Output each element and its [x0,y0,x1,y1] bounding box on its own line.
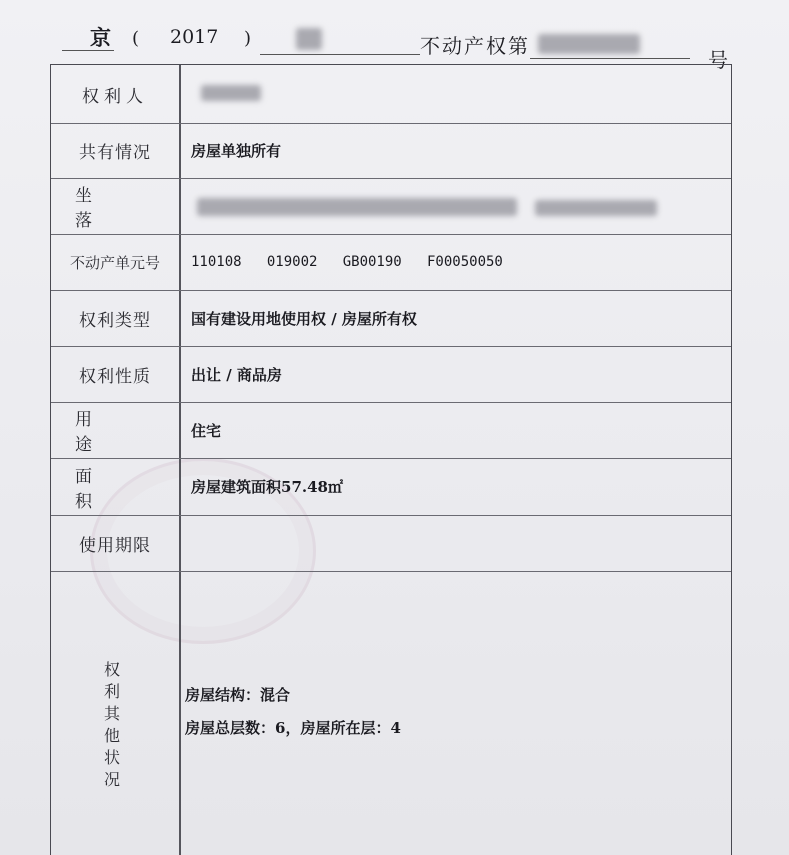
certificate-header [0,0,789,70]
value-right-type: 国有建设用地使用权 / 房屋所有权 [191,309,417,328]
header-underline-right [530,58,690,59]
label-unit-number: 不动产单元号 [69,253,160,272]
label-area-text: 面积 [75,466,130,512]
label-other-char: 他 [103,726,120,745]
table-row-area [51,458,731,516]
header-province: 京 [90,25,111,50]
other-status-line: 房屋总层数：6，房屋所在层：4 [185,719,401,737]
label-owner: 权利人 [82,86,148,107]
value-right-nature: 出让 / 商品房 [191,365,282,384]
other-status-content [185,679,401,745]
label-usage [51,402,179,458]
table-row-co-ownership [51,123,731,179]
label-area [51,458,179,515]
redacted-district [296,28,322,50]
table-row-location [51,178,731,235]
property-info-table [50,64,732,855]
label-location-text: 坐落 [75,186,126,231]
label-other-char: 其 [103,704,120,723]
label-other-char: 状 [103,748,120,767]
value-area: 房屋建筑面积57.48㎡ [191,478,343,496]
header-cert-type: 不动产权第 [420,34,530,58]
table-row-right-type [51,290,731,347]
table-row-usage [51,402,731,459]
table-row-other-status [51,571,731,855]
label-other-status [97,659,127,791]
other-status-line: 房屋结构：混合 [185,686,291,704]
redacted-address-2 [535,200,657,216]
header-hao: 号 [708,48,728,72]
label-other-char: 况 [103,770,120,789]
label-other-char: 利 [103,682,120,701]
value-co-ownership: 房屋单独所有 [191,142,282,160]
table-row-unit-number [51,234,731,291]
table-row-owner [51,65,731,124]
label-other-char: 权 [103,660,120,679]
label-right-nature: 权利性质 [79,366,151,387]
table-row-right-nature [51,346,731,403]
label-usage-text: 用途 [75,410,130,455]
label-co-ownership: 共有情况 [79,143,151,163]
value-usage: 住宅 [191,421,222,440]
value-unit-number: 110108 019002 GB00190 F00050050 [191,254,503,270]
label-term: 使用期限 [79,535,151,556]
label-location [51,178,179,234]
header-paren-open: ( [132,28,140,49]
header-underline-mid [260,54,420,55]
redacted-owner-name [201,85,261,101]
label-right-type: 权利类型 [79,310,151,331]
header-year: 2017 [170,26,219,48]
header-paren-close: ) [244,28,252,49]
redacted-cert-number [538,34,640,54]
table-row-term [51,515,731,572]
redacted-address-1 [197,198,517,216]
